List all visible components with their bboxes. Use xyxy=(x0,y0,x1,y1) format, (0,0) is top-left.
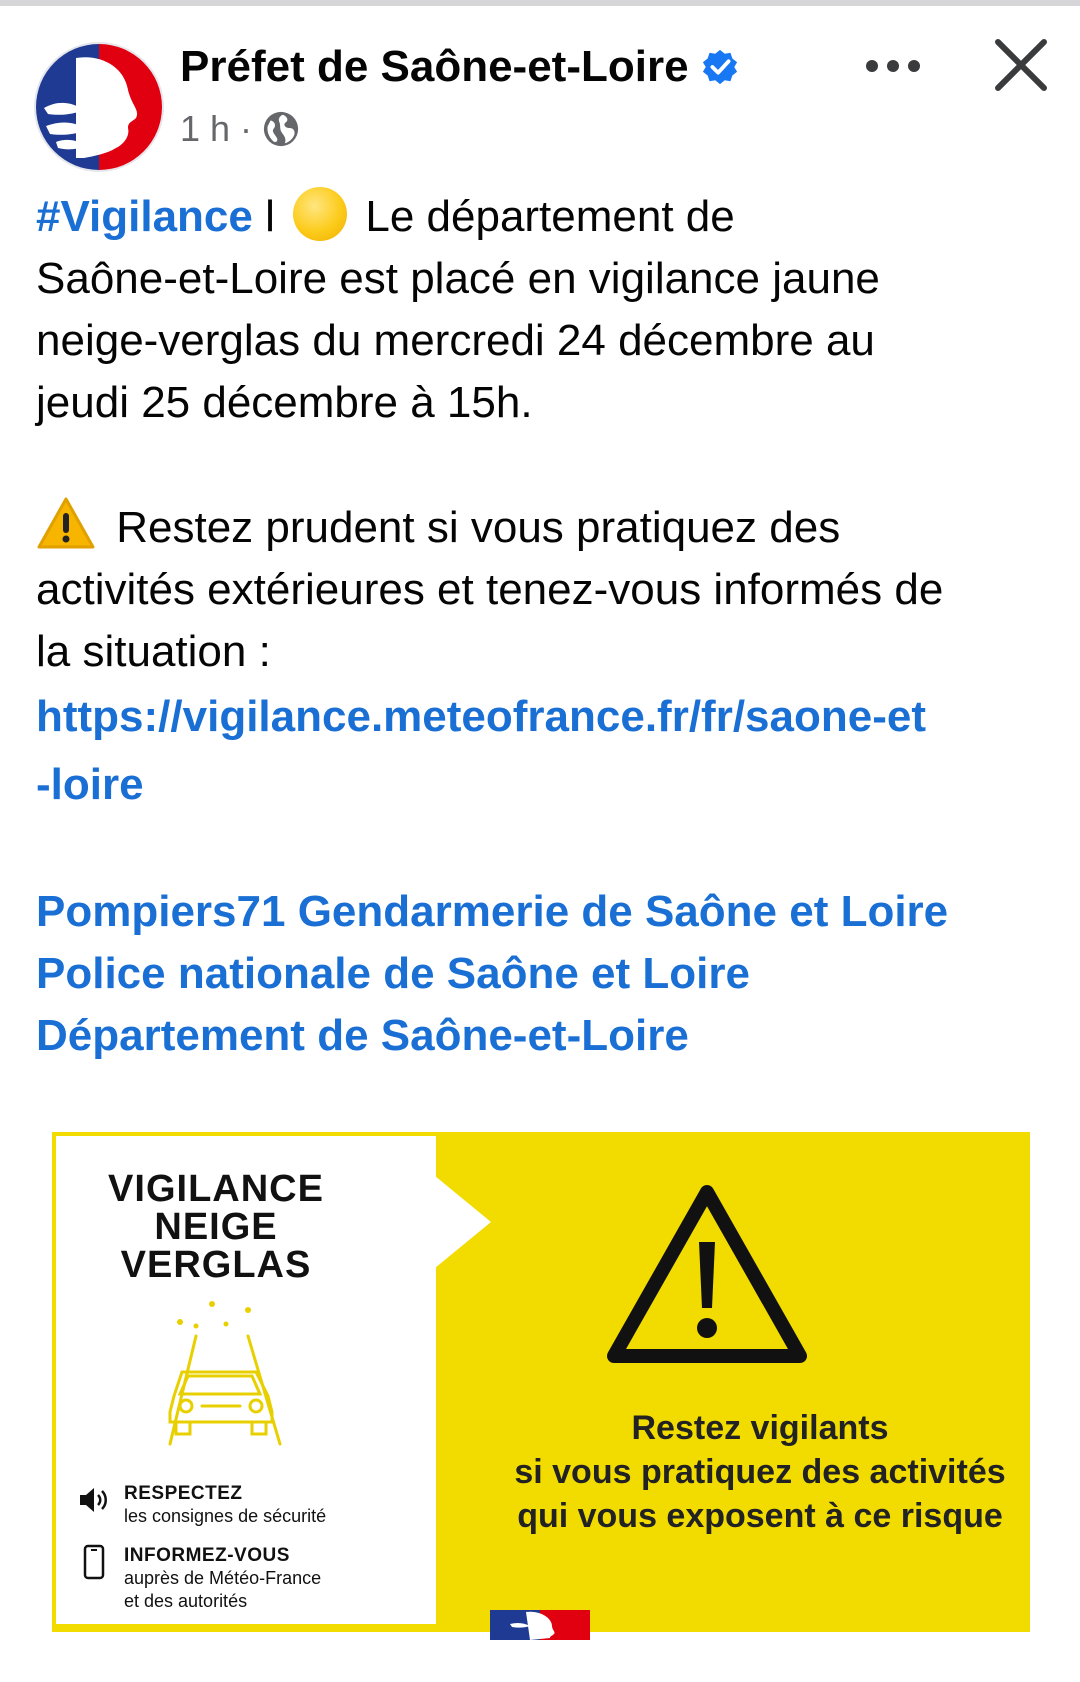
more-options-button[interactable] xyxy=(860,46,926,86)
warning-line-3: la situation : xyxy=(36,627,271,676)
tag-line-2 xyxy=(36,943,1046,1005)
advice-line-3: qui vous exposent à ce risque xyxy=(517,1497,1003,1535)
title-line-1: VIGILANCE xyxy=(108,1168,324,1210)
warning-triangle-icon xyxy=(602,1180,812,1370)
paragraph-gap xyxy=(36,434,1046,496)
vigilance-title xyxy=(56,1170,376,1284)
post-line-1 xyxy=(36,186,1046,248)
more-dots-icon xyxy=(866,60,878,72)
tagged-pages xyxy=(36,881,1046,1067)
advice-line-2: si vous pratiquez des activités xyxy=(514,1453,1006,1491)
snow-car-icon xyxy=(156,1296,316,1448)
post-image[interactable] xyxy=(52,1132,1030,1632)
post-time[interactable]: 1 h xyxy=(180,108,231,149)
warning-line-1-text: Restez prudent si vous pratiquez des xyxy=(116,503,841,552)
close-icon[interactable] xyxy=(992,36,1050,94)
meta-separator: · xyxy=(240,108,253,149)
warning-line-1 xyxy=(36,496,1046,559)
rule2-title: INFORMEZ-VOUS xyxy=(124,1545,290,1566)
page-name-row[interactable] xyxy=(180,42,739,92)
speaker-icon xyxy=(76,1482,112,1518)
rule-respectez xyxy=(76,1482,326,1528)
rule2-text-1: auprès de Météo-France xyxy=(124,1568,322,1588)
meteofrance-link-part-1[interactable]: https://vigilance.meteofrance.fr/fr/saone-et xyxy=(36,692,926,741)
meteofrance-link-part-2[interactable]: -loire xyxy=(36,760,144,809)
image-left-panel xyxy=(56,1136,436,1624)
title-line-2: NEIGE xyxy=(154,1206,278,1248)
title-line-3: VERGLAS xyxy=(120,1244,312,1286)
meteofrance-link-block xyxy=(36,683,1046,819)
post-line-1-text: Le département de xyxy=(365,192,735,241)
rule-informez-text xyxy=(124,1544,321,1613)
republique-francaise-logo-icon xyxy=(490,1610,590,1640)
tag-pompiers71[interactable]: Pompiers71 xyxy=(36,887,286,936)
post-line-4: jeudi 25 décembre à 15h. xyxy=(36,378,533,427)
advice-line-1: Restez vigilants xyxy=(631,1409,889,1447)
tag-gendarmerie[interactable]: Gendarmerie de Saône et Loire xyxy=(297,887,949,936)
rule1-text: les consignes de sécurité xyxy=(124,1506,327,1526)
post-line-2: Saône-et-Loire est placé en vigilance jaune xyxy=(36,254,880,303)
rule-informez xyxy=(76,1544,321,1613)
warning-line-2: activités extérieures et tenez-vous informés de xyxy=(36,565,944,614)
globe-icon xyxy=(262,110,300,148)
rule-respectez-text xyxy=(124,1482,326,1528)
tag-line-1 xyxy=(36,881,1046,943)
post-meta xyxy=(180,108,300,150)
rule1-title: RESPECTEZ xyxy=(124,1483,243,1504)
hashtag-separator: l xyxy=(265,192,275,241)
post-body xyxy=(36,186,1046,1067)
verified-badge-icon xyxy=(701,48,739,86)
marianne-logo-icon xyxy=(36,44,162,170)
more-dot xyxy=(887,60,899,72)
yellow-circle-emoji-icon xyxy=(293,187,347,241)
smartphone-icon xyxy=(76,1544,112,1580)
more-dot xyxy=(908,60,920,72)
panel-arrow-shape xyxy=(435,1136,495,1316)
page-name[interactable]: Préfet de Saône-et-Loire xyxy=(180,42,689,91)
tag-police-nationale[interactable]: Police nationale de Saône et Loire xyxy=(36,949,750,998)
page-avatar[interactable] xyxy=(34,42,164,172)
post-line-3: neige-verglas du mercredi 24 décembre au xyxy=(36,316,875,365)
top-divider xyxy=(0,0,1080,6)
tag-line-3 xyxy=(36,1005,1046,1067)
tag-departement[interactable]: Département de Saône-et-Loire xyxy=(36,1011,689,1060)
rule2-text-2: et des autorités xyxy=(124,1591,248,1611)
paragraph-gap xyxy=(36,819,1046,881)
vigilance-advice-text xyxy=(432,1406,1080,1538)
hashtag-vigilance-link[interactable]: #Vigilance xyxy=(36,192,253,241)
warning-emoji-icon xyxy=(36,496,96,550)
